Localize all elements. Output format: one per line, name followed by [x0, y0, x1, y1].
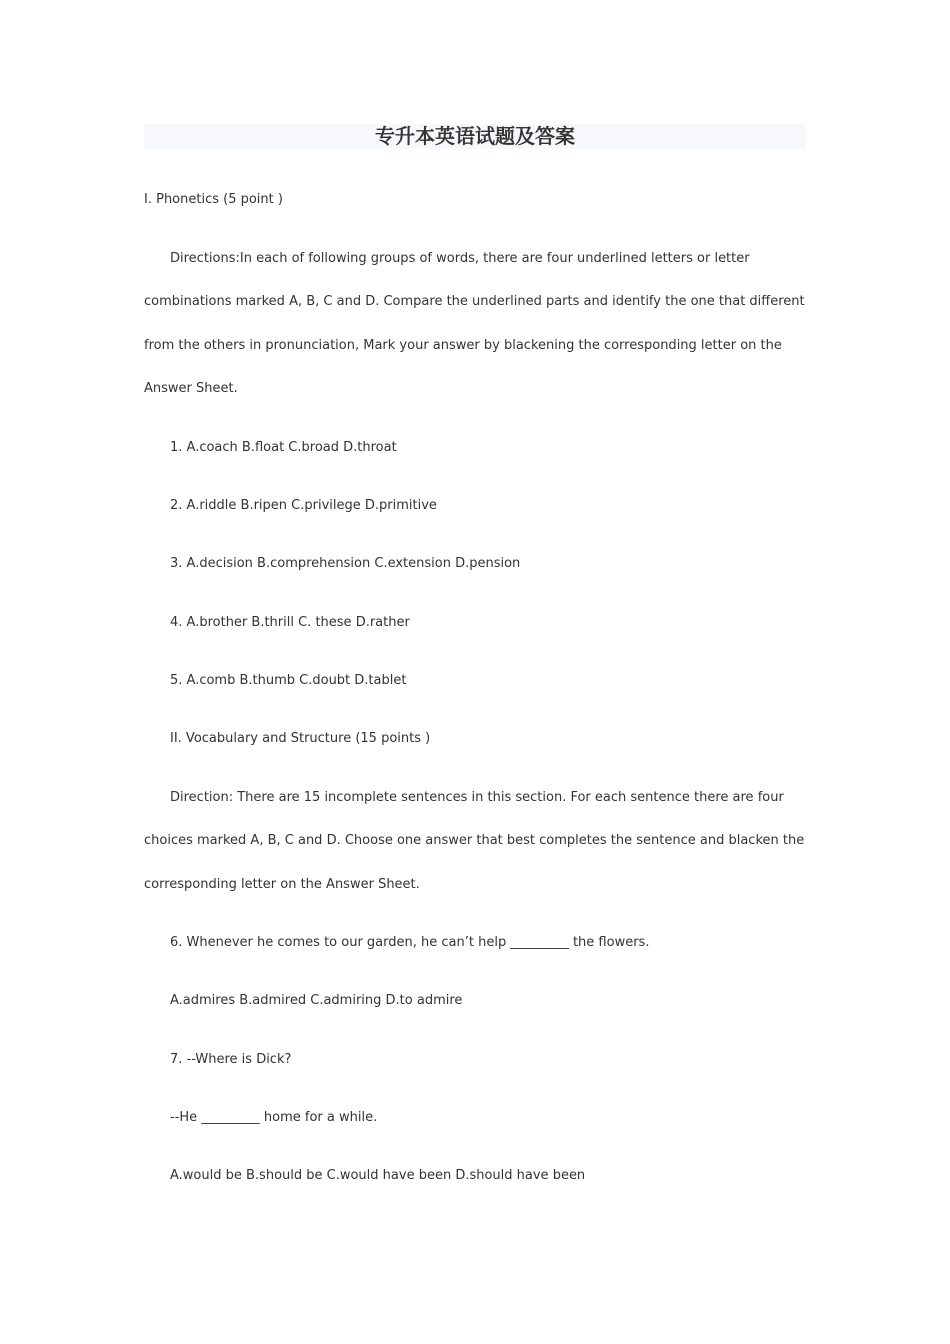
direction-paragraph-line: choices marked A, B, C and D. Choose one answer that best completes the sentence and blacken the — [144, 833, 805, 848]
question-7-response: --He _________ home for a while. — [170, 1110, 378, 1125]
question-7-options: A.would be B.should be C.would have been D.should have been — [170, 1168, 586, 1183]
direction-paragraph-line: corresponding letter on the Answer Sheet. — [144, 877, 420, 892]
question-1: 1. A.coach B.float C.broad D.throat — [170, 440, 397, 455]
direction-paragraph-line: Direction: There are 15 incomplete sentences in this section. For each sentence there are four — [170, 790, 784, 805]
directions-paragraph-line: combinations marked A, B, C and D. Compare the underlined parts and identify the one that different — [144, 294, 805, 309]
question-3: 3. A.decision B.comprehension C.extension D.pension — [170, 556, 521, 571]
question-6: 6. Whenever he comes to our garden, he can’t help _________ the flowers. — [170, 935, 650, 950]
directions-paragraph-line: from the others in pronunciation, Mark your answer by blackening the corresponding letter on the — [144, 338, 782, 353]
question-7: 7. --Where is Dick? — [170, 1052, 292, 1067]
directions-paragraph-line: Directions:In each of following groups of words, there are four underlined letters or letter — [170, 251, 750, 266]
document-title: 专升本英语试题及答案 — [375, 124, 575, 148]
question-4: 4. A.brother B.thrill C. these D.rather — [170, 615, 410, 630]
question-6-options: A.admires B.admired C.admiring D.to admire — [170, 993, 463, 1008]
question-5: 5. A.comb B.thumb C.doubt D.tablet — [170, 673, 407, 688]
question-2: 2. A.riddle B.ripen C.privilege D.primitive — [170, 498, 437, 513]
directions-paragraph-line: Answer Sheet. — [144, 381, 238, 396]
section-heading-phonetics: I. Phonetics (5 point ) — [144, 192, 283, 207]
section-heading-vocabulary: II. Vocabulary and Structure (15 points ) — [170, 731, 431, 746]
